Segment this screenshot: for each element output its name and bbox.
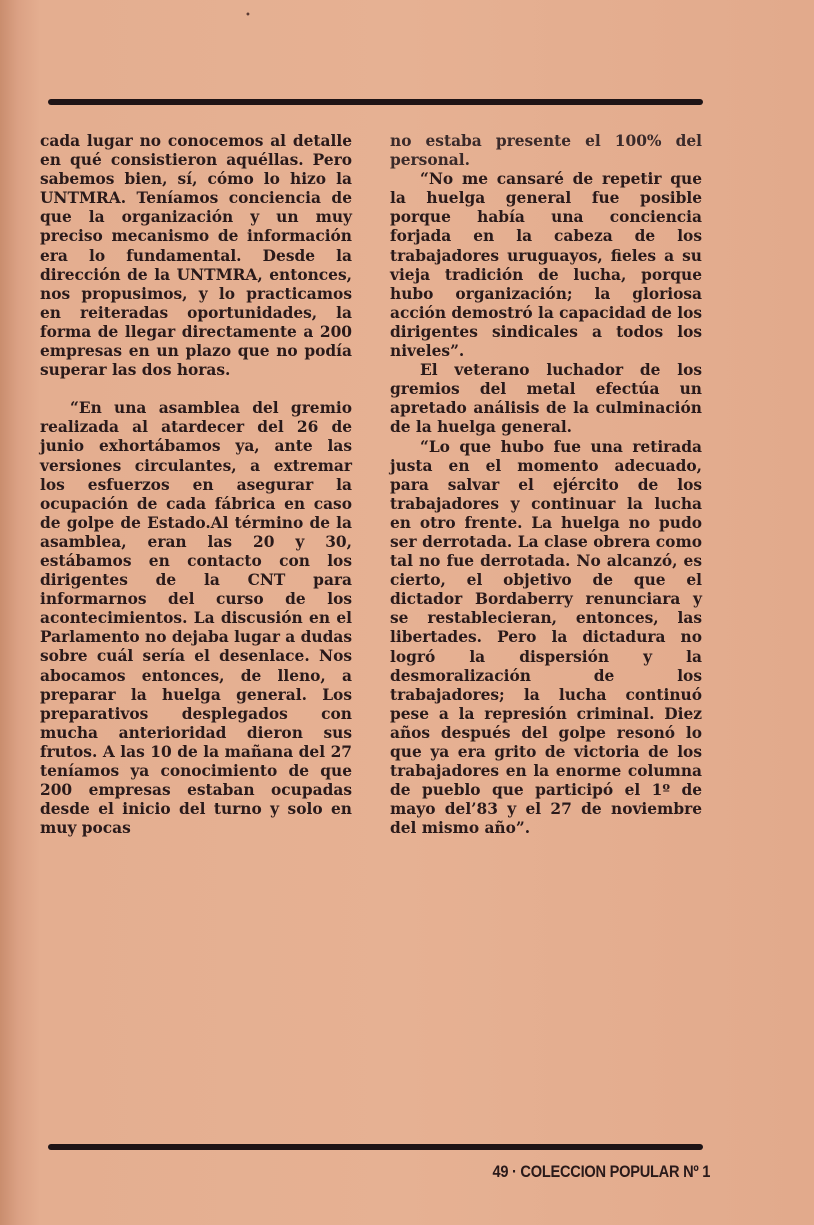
right-paragraph-3: El veterano luchador de los gremios del metal efectúa un apretado análisis de la culminación de la huelga general. (390, 361, 702, 437)
bottom-rule (48, 1144, 703, 1150)
left-text-2: a 200 empresas en un plazo que no podía superar las dos horas. (40, 322, 353, 380)
page-specks: • (245, 10, 251, 21)
right-paragraph-2: “No me cansaré de repetir que la huelga general fue posible porque había una conciencia forjada en la cabeza de los trabajadores uruguayos, fieles a su vieja tradición de lucha, porque hubo organización; la gloriosa acción demostró la capacidad de los dirigentes sindicales a todos los niveles”. (390, 170, 702, 361)
left-paragraph-1 (40, 132, 352, 380)
top-rule (48, 99, 703, 105)
right-column (390, 132, 702, 838)
emphasis-directamente: directamente (181, 322, 297, 341)
right-paragraph-4: “Lo que hubo fue una retirada justa en el momento adecuado, para salvar el ejército de los trabajadores y continuar la lucha en otro frente. La huelga no pudo ser derrotada. La clase obrera como tal no fue derrotada. No alcanzó, es cierto, el objetivo de que el dictador Bordaberry renunciara y se restablecieran, entonces, las libertades. Pero la dictadura no logró la dispersión y la desmoralización de los trabajadores; la lucha continuó pese a la represión criminal. Diez años después del golpe resonó lo que ya era grito de victoria de los trabajadores en la enorme columna de pueblo que participó el 1º de mayo del’83 y el 27 de noviembre del mismo año”. (390, 437, 702, 838)
left-paragraph-2: “En una asamblea del gremio realizada al atardecer del 26 de junio exhortábamos ya, ante las versiones circulantes, a extremar los esfuerzos en asegurar la ocupación de cada fábrica en caso de golpe de Estado.Al término de la asamblea, eran las 20 y 30, estábamos en contacto con los dirigentes de la CNT para informarnos del curso de los acontecimientos. La discusión en el Parlamento no dejaba lugar a dudas sobre cuál sería el desenlace. Nos abocamos entonces, de lleno, a preparar la huelga general. Los preparativos desplegados con mucha anterioridad dieron sus frutos. A las 10 de la mañana del 27 teníamos ya conocimiento de que 200 empresas estaban ocupadas desde el inicio del turno y solo en muy pocas (40, 399, 352, 838)
left-text-1: cada lugar no conocemos al detalle en qué consistieron aquéllas. Pero sabemos bien, sí, cómo lo hizo la UNTMRA. Teníamos conciencia de que la organización y un muy preciso mecanismo de información era lo fundamental. Desde la dirección de la UNTMRA, entonces, nos propusimos, y lo practicamos en reiteradas oportunidades, la forma de llegar (40, 132, 352, 341)
left-column (40, 132, 352, 838)
page-footer: 49 · COLECCION POPULAR Nº 1 (492, 1162, 710, 1181)
right-paragraph-1: no estaba presente el 100% del personal. (390, 132, 702, 170)
